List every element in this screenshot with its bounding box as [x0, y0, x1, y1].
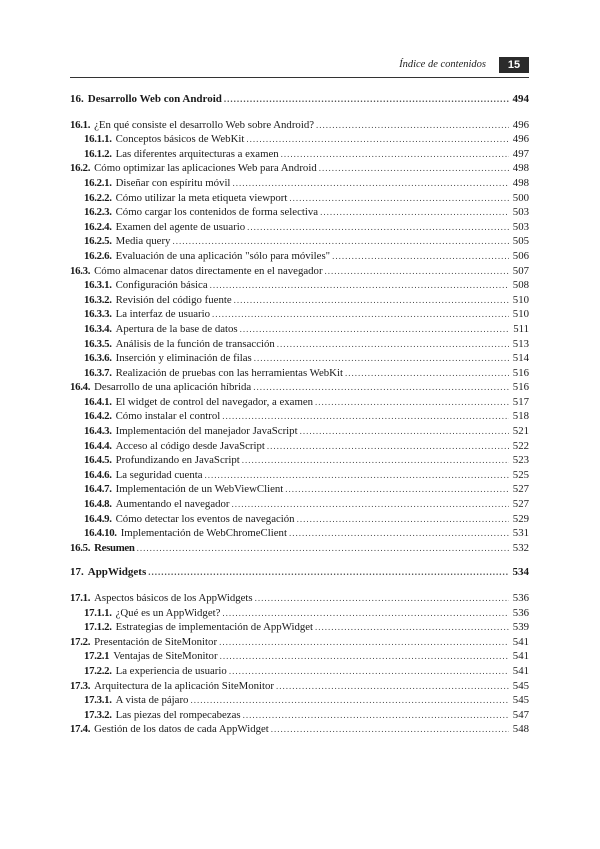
toc-page: 534 [512, 566, 529, 579]
leader-dots [315, 395, 509, 410]
toc-page: 527 [512, 483, 529, 496]
toc-page: 496 [512, 133, 529, 146]
toc-page: 497 [512, 147, 529, 160]
leader-dots [232, 497, 509, 512]
toc-subsection [70, 453, 529, 468]
toc-page: 529 [512, 512, 529, 525]
toc-chapter [70, 92, 529, 107]
toc-title: El widget de control del navegador, a examen [115, 395, 314, 408]
toc-title: Las piezas del rompecabezas [115, 708, 241, 721]
leader-dots [190, 693, 509, 708]
leader-dots [229, 664, 509, 679]
toc-number: 17.1. [70, 592, 91, 604]
toc-number: 17.1.1. [84, 606, 112, 619]
leader-dots [246, 132, 509, 147]
toc-page: 541 [512, 664, 529, 677]
toc-number: 16.4.2. [84, 410, 112, 423]
toc-page: 507 [512, 264, 529, 277]
toc-subsection [70, 147, 529, 162]
toc-page: 527 [512, 498, 529, 511]
toc-subsection [70, 620, 529, 635]
toc-title: Presentación de SiteMonitor [94, 635, 218, 648]
toc-title: Examen del agente de usuario [115, 220, 246, 233]
toc-title: Implementación del manejador JavaScript [115, 425, 298, 438]
toc-subsection [70, 512, 529, 527]
toc-number: 16.3.2. [84, 293, 112, 306]
toc-number: 16.3.3. [84, 308, 112, 321]
toc-title: Inserción y eliminación de filas [115, 352, 252, 365]
leader-dots [222, 606, 509, 621]
toc-section [70, 264, 529, 279]
toc-number: 16.2.4. [84, 220, 112, 233]
toc-number: 16.2. [70, 162, 91, 175]
toc-title: A vista de pájaro [115, 694, 189, 707]
toc-number: 17. [70, 566, 84, 579]
leader-dots [243, 708, 509, 723]
toc-section [70, 722, 529, 737]
leader-dots [325, 264, 509, 279]
toc-subsection [70, 395, 529, 410]
toc-subsection [70, 249, 529, 264]
toc-subsection [70, 482, 529, 497]
toc-number: 16.3.4. [84, 322, 112, 335]
toc-page: 494 [512, 93, 529, 105]
toc-title: Evaluación de una aplicación "sólo para móviles" [115, 249, 331, 262]
toc-page: 545 [512, 694, 529, 707]
toc-number: 16.4.7. [84, 483, 112, 496]
toc-title: La experiencia de usuario [115, 664, 227, 677]
toc-section [70, 118, 529, 133]
toc-title: Cómo optimizar las aplicaciones Web para Android [94, 162, 317, 175]
toc-subsection [70, 293, 529, 308]
toc-subsection [70, 468, 529, 483]
toc-title: Arquitectura de la aplicación SiteMonitor [94, 679, 274, 692]
leader-dots [242, 453, 509, 468]
toc-page: 517 [512, 395, 529, 408]
leader-dots [267, 439, 509, 454]
toc-subsection [70, 132, 529, 147]
toc-section [70, 541, 529, 556]
toc-page: 523 [512, 454, 529, 467]
toc-page: 531 [512, 527, 529, 540]
toc-page: 541 [512, 650, 529, 663]
toc-page: 506 [512, 249, 529, 262]
toc-page: 498 [512, 176, 529, 189]
toc-page: 525 [512, 468, 529, 481]
toc-number: 16.2.3. [84, 206, 112, 219]
toc-subsection [70, 708, 529, 723]
toc-page: 541 [512, 635, 529, 648]
leader-dots [276, 679, 509, 694]
toc-page: 521 [512, 425, 529, 438]
toc-section [70, 679, 529, 694]
toc-page: 503 [512, 220, 529, 233]
running-header [70, 56, 529, 76]
toc-number: 17.2.2. [84, 664, 112, 677]
toc-title: Desarrollo de una aplicación híbrida [94, 381, 252, 394]
toc-subsection [70, 606, 529, 621]
toc-number: 16.2.2. [84, 191, 112, 204]
toc-page: 539 [512, 621, 529, 634]
toc-page: 510 [512, 293, 529, 306]
toc-title: Conceptos básicos de WebKit [115, 133, 245, 146]
toc-subsection [70, 526, 529, 541]
leader-dots [297, 512, 509, 527]
toc-section [70, 161, 529, 176]
toc-subsection [70, 409, 529, 424]
toc-subsection [70, 351, 529, 366]
toc-number: 16.4.3. [84, 425, 112, 438]
toc-subsection [70, 191, 529, 206]
leader-dots [232, 176, 509, 191]
toc-number: 17.1.2. [84, 621, 112, 634]
toc-page: 516 [512, 381, 529, 394]
toc-subsection [70, 176, 529, 191]
leader-dots [210, 278, 509, 293]
toc-page: 500 [512, 191, 529, 204]
toc-subsection [70, 649, 529, 664]
leader-dots [281, 147, 509, 162]
toc-chapter [70, 565, 529, 580]
toc-title: AppWidgets [87, 566, 147, 579]
toc-number: 16.4.1. [84, 395, 112, 408]
leader-dots [316, 118, 509, 133]
toc-title: La interfaz de usuario [115, 308, 211, 321]
toc-number: 16.2.6. [84, 249, 112, 262]
leader-dots [332, 249, 509, 264]
header-rule [70, 77, 529, 78]
toc-subsection [70, 693, 529, 708]
toc-page: 536 [512, 606, 529, 619]
table-of-contents [70, 92, 529, 737]
toc-number: 17.3. [70, 679, 91, 692]
toc-subsection [70, 664, 529, 679]
toc-number: 17.3.2. [84, 708, 112, 721]
toc-number: 16.3.6. [84, 352, 112, 365]
toc-subsection [70, 205, 529, 220]
toc-page: 545 [512, 679, 529, 692]
toc-title: Cómo cargar los contenidos de forma selectiva [115, 206, 319, 219]
toc-number: 16.2.5. [84, 235, 112, 248]
toc-subsection [70, 278, 529, 293]
toc-section [70, 591, 529, 606]
toc-title: Profundizando en JavaScript [115, 454, 240, 467]
toc-page: 496 [512, 118, 529, 131]
leader-dots [253, 380, 509, 395]
toc-title: Diseñar con espíritu móvil [115, 176, 231, 189]
toc-title: Realización de pruebas con las herramientas WebKit [115, 366, 343, 379]
leader-dots [220, 649, 509, 664]
toc-title: Las diferentes arquitecturas a examen [115, 147, 279, 160]
toc-page: 511 [513, 322, 529, 335]
toc-page: 514 [512, 352, 529, 365]
toc-title: Estrategias de implementación de AppWidget [115, 621, 314, 634]
leader-dots [300, 424, 509, 439]
leader-dots [148, 565, 509, 580]
toc-section [70, 380, 529, 395]
header-title: Índice de contenidos [399, 59, 486, 70]
toc-number: 16.4.9. [84, 512, 112, 525]
toc-title: La seguridad cuenta [115, 468, 203, 481]
toc-number: 16.4.6. [84, 468, 112, 481]
toc-title: Cómo almacenar datos directamente en el navegador [94, 264, 323, 277]
toc-subsection [70, 220, 529, 235]
toc-subsection [70, 234, 529, 249]
toc-title: Gestión de los datos de cada AppWidget [94, 723, 269, 736]
toc-number: 17.3.1. [84, 694, 112, 707]
toc-title: ¿Qué es un AppWidget? [115, 606, 221, 619]
toc-title: Configuración básica [115, 279, 208, 292]
toc-page: 547 [512, 708, 529, 721]
toc-number: 16.3.7. [84, 366, 112, 379]
leader-dots [212, 307, 509, 322]
toc-page: 505 [512, 235, 529, 248]
toc-number: 16.1. [70, 118, 91, 131]
toc-number: 16.1.2. [84, 147, 112, 160]
leader-dots [315, 620, 509, 635]
toc-number: 16.4. [70, 381, 91, 394]
toc-title: Aumentando el navegador [115, 498, 230, 511]
toc-number: 16.1.1. [84, 133, 112, 146]
leader-dots [277, 337, 509, 352]
toc-page: 516 [512, 366, 529, 379]
page-number-badge: 15 [499, 57, 529, 73]
leader-dots [219, 635, 509, 650]
toc-title: Resumen [94, 541, 135, 554]
leader-dots [285, 482, 509, 497]
toc-title: Apertura de la base de datos [115, 322, 238, 335]
toc-subsection [70, 439, 529, 454]
toc-number: 17.2. [70, 635, 91, 648]
leader-dots [234, 293, 509, 308]
toc-number: 16.3.1. [84, 279, 112, 292]
toc-number: 16.3. [70, 264, 91, 277]
toc-page: 518 [512, 410, 529, 423]
leader-dots [240, 322, 509, 337]
toc-title: ¿En qué consiste el desarrollo Web sobre Android? [94, 118, 315, 131]
leader-dots [172, 234, 509, 249]
toc-title: Cómo utilizar la meta etiqueta viewport [115, 191, 288, 204]
toc-page: 522 [512, 439, 529, 452]
toc-page: 508 [512, 279, 529, 292]
toc-title: Cómo instalar el control [115, 410, 221, 423]
leader-dots [271, 722, 509, 737]
toc-title: Media query [115, 235, 171, 248]
leader-dots [254, 351, 509, 366]
toc-number: 16.4.4. [84, 439, 112, 452]
leader-dots [205, 468, 509, 483]
toc-title: Aspectos básicos de los AppWidgets [94, 592, 253, 604]
toc-number: 16.3.5. [84, 337, 112, 350]
toc-page: 536 [512, 592, 529, 604]
toc-subsection [70, 322, 529, 337]
toc-number: 16.4.8. [84, 498, 112, 511]
leader-dots [319, 161, 509, 176]
toc-title: Análisis de la función de transacción [115, 337, 275, 350]
toc-title: Ventajas de SiteMonitor [113, 650, 218, 663]
toc-number: 16.5. [70, 541, 91, 554]
toc-title: Implementación de un WebViewClient [115, 483, 284, 496]
toc-number: 17.4. [70, 723, 91, 736]
toc-subsection [70, 424, 529, 439]
toc-page: 513 [512, 337, 529, 350]
toc-page: 503 [512, 206, 529, 219]
leader-dots [255, 591, 509, 606]
toc-page: 498 [512, 162, 529, 175]
toc-title: Implementación de WebChromeClient [120, 527, 287, 540]
toc-title: Revisión del código fuente [115, 293, 232, 306]
toc-number: 16.4.5. [84, 454, 112, 467]
toc-page: 532 [512, 541, 529, 554]
toc-title: Desarrollo Web con Android [87, 93, 222, 105]
toc-number: 17.2.1 [84, 650, 110, 663]
toc-title: Cómo detectar los eventos de navegación [115, 512, 295, 525]
leader-dots [224, 92, 509, 107]
toc-title: Acceso al código desde JavaScript [115, 439, 265, 452]
toc-subsection [70, 307, 529, 322]
leader-dots [345, 366, 509, 381]
toc-subsection [70, 366, 529, 381]
toc-number: 16.2.1. [84, 176, 112, 189]
toc-number: 16.4.10. [84, 527, 117, 540]
toc-subsection [70, 497, 529, 512]
toc-subsection [70, 337, 529, 352]
leader-dots [222, 409, 509, 424]
toc-number: 16. [70, 93, 84, 105]
toc-section [70, 635, 529, 650]
leader-dots [320, 205, 509, 220]
leader-dots [289, 191, 509, 206]
leader-dots [289, 526, 509, 541]
toc-page: 510 [512, 308, 529, 321]
toc-page: 548 [512, 723, 529, 736]
leader-dots [247, 220, 509, 235]
leader-dots [137, 541, 509, 556]
